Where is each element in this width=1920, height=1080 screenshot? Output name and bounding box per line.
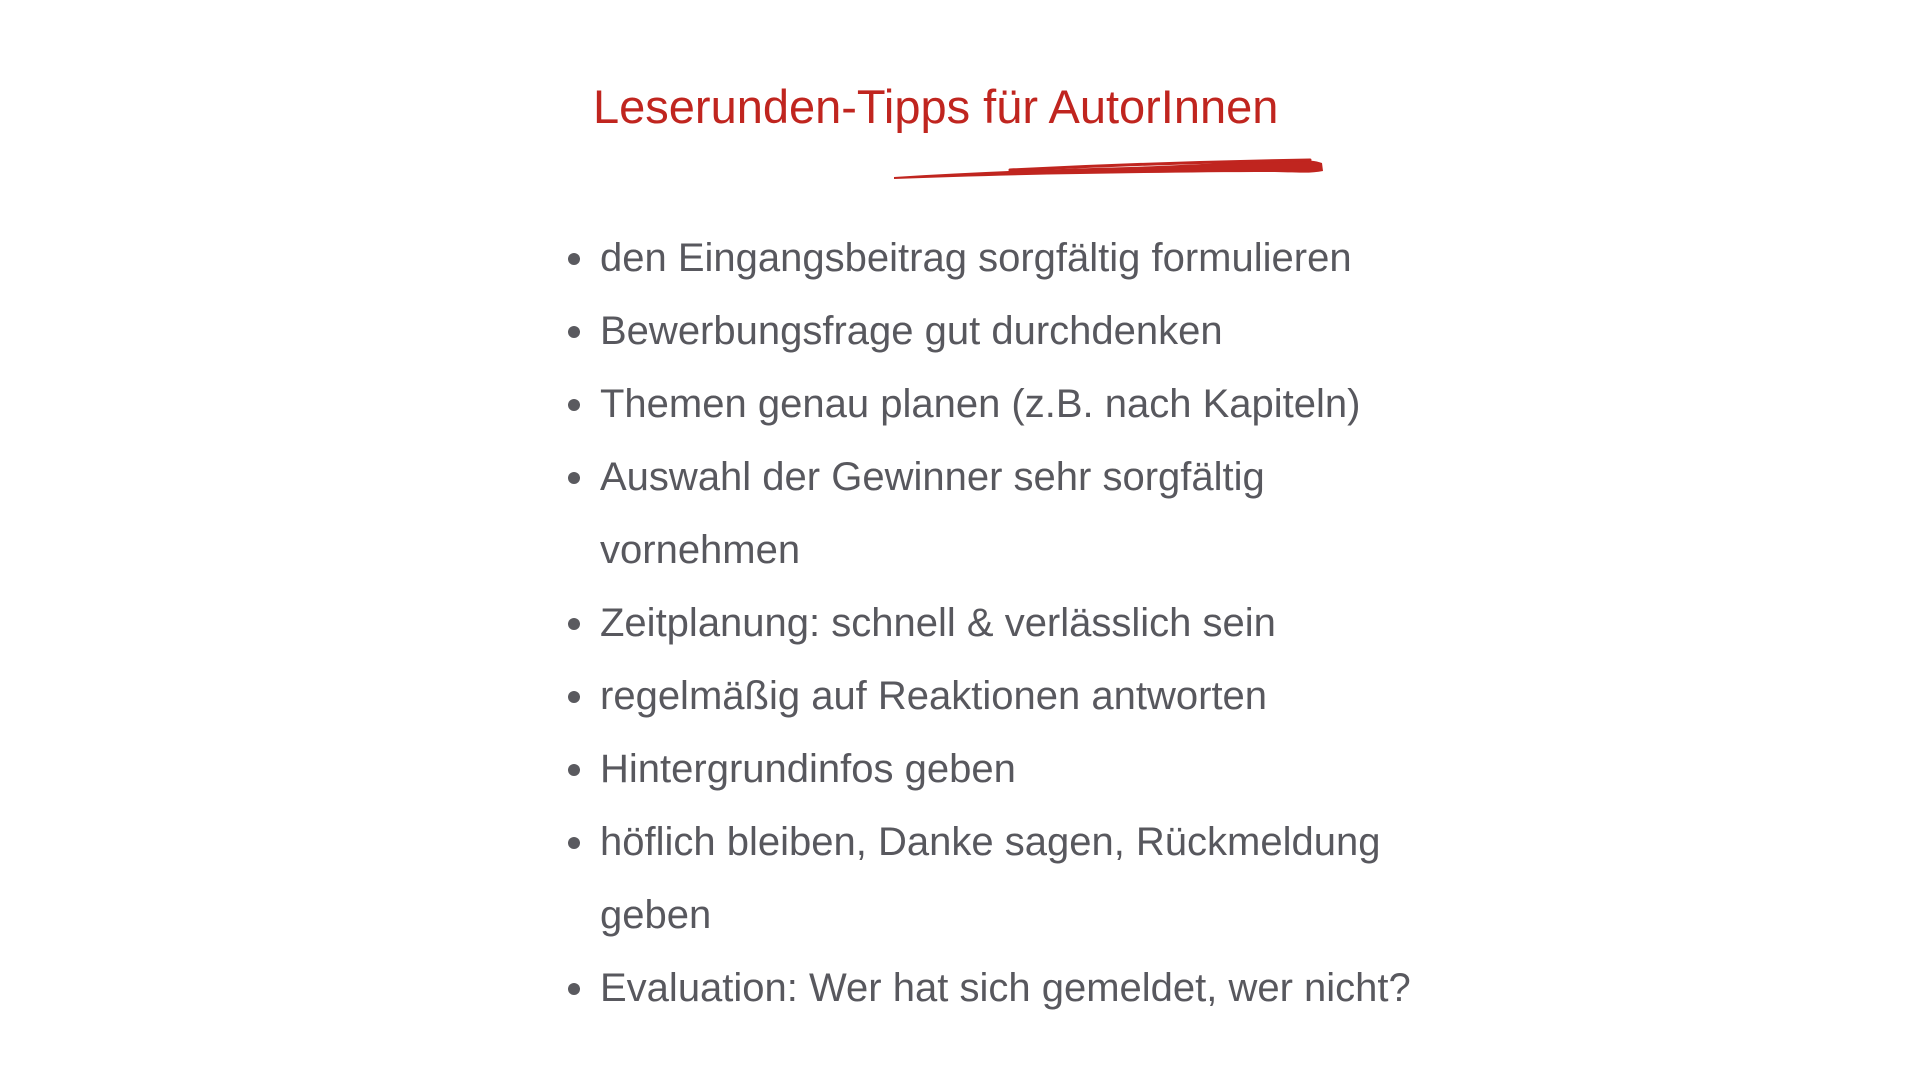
tip-text: Evaluation: Wer hat sich gemeldet, wer nicht? — [600, 966, 1411, 1010]
brush-underline — [890, 150, 1330, 184]
list-item — [600, 368, 1500, 441]
tip-text: regelmäßig auf Reaktionen antworten — [600, 674, 1268, 718]
tip-text: den Eingangsbeitrag sorgfältig formulieren — [600, 236, 1352, 280]
tip-text: Zeitplanung: schnell & verlässlich sein — [600, 601, 1276, 645]
list-item — [600, 222, 1500, 295]
list-item — [600, 806, 1500, 952]
list-item — [600, 733, 1500, 806]
tip-text: Auswahl der Gewinner sehr sorgfältig vornehmen — [600, 455, 1265, 572]
tip-text: Themen genau planen (z.B. nach Kapiteln) — [600, 382, 1361, 426]
list-item — [600, 441, 1500, 587]
bullet-icon — [568, 472, 580, 484]
bullet-icon — [568, 983, 580, 995]
bullet-icon — [568, 399, 580, 411]
tip-text: Bewerbungsfrage gut durchdenken — [600, 309, 1223, 353]
tip-text: höflich bleiben, Danke sagen, Rückmeldung geben — [600, 820, 1381, 937]
bullet-icon — [568, 837, 580, 849]
list-item — [600, 587, 1500, 660]
tips-list — [600, 222, 1500, 1025]
list-item — [600, 952, 1500, 1025]
bullet-icon — [568, 618, 580, 630]
list-item — [600, 660, 1500, 733]
bullet-icon — [568, 326, 580, 338]
bullet-icon — [568, 764, 580, 776]
bullet-icon — [568, 253, 580, 265]
tip-text: Hintergrundinfos geben — [600, 747, 1016, 791]
bullet-icon — [568, 691, 580, 703]
slide-title: Leserunden-Tipps für AutorInnen — [593, 80, 1279, 133]
list-item — [600, 295, 1500, 368]
